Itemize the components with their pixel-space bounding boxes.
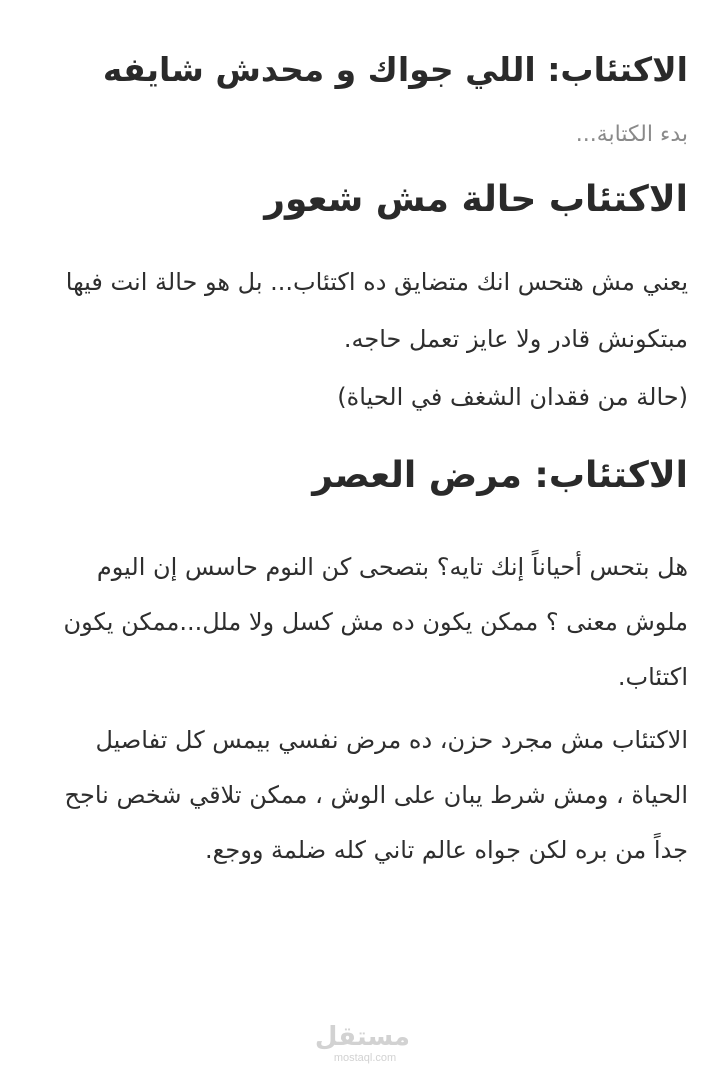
article-title: الاكتئاب: اللي جواك و محدش شايفه [102, 50, 688, 89]
paragraph: هل بتحس أحياناً إنك تايه؟ بتصحى كن النوم حاسس إن اليوم ملوش معنى ؟ ممكن يكون ده مش كسل ولا ملل...ممكن يكون اكتئاب. [63, 553, 688, 691]
watermark-logo: مستقل [314, 1022, 410, 1052]
mostaql-watermark [314, 1022, 410, 1065]
section-depression-state [40, 176, 688, 422]
paragraph: الاكتئاب مش مجرد حزن، ده مرض نفسي بيمس كل تفاصيل الحياة ، ومش شرط يبان على الوش ، ممكن تلاقي شخص ناجح جداً من بره لكن جواه عالم تاني كله ضلمة ووجع. [64, 726, 688, 864]
article-subtitle: بدء الكتابة... [575, 122, 688, 147]
watermark-url: mostaql.com [333, 1052, 397, 1064]
section-heading: الاكتئاب: مرض العصر [312, 455, 688, 496]
paragraph: يعني مش هتحس انك متضايق ده اكتئاب... بل هو حالة انت فيها مبتكونش قادر ولا عايز تعمل حاجه. [65, 268, 688, 353]
paragraph: (حالة من فقدان الشغف في الحياة) [337, 383, 688, 411]
section-heading: الاكتئاب حالة مش شعور [264, 179, 688, 220]
section-disease-of-era [40, 452, 688, 878]
article [0, 48, 720, 878]
